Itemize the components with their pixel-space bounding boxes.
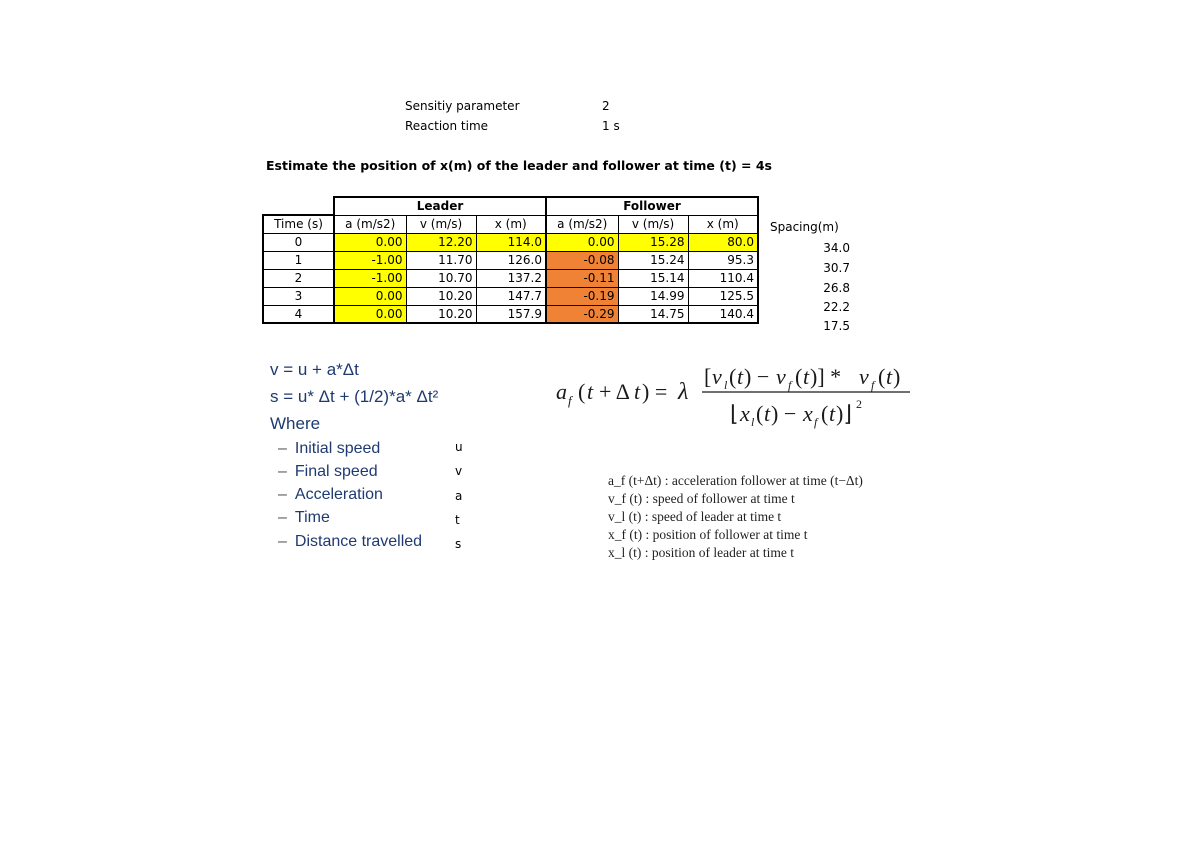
col-header-follower-v: v (m/s) (618, 215, 688, 233)
column-header-row (263, 215, 758, 233)
svg-text:t: t (886, 364, 893, 389)
symbol-v: v (455, 464, 463, 478)
spacing-value: 26.8 (823, 281, 850, 295)
svg-text:v: v (712, 364, 722, 389)
legend-item: v_l (t) : speed of leader at time t (608, 509, 782, 524)
follower-v-cell: 15.24 (618, 251, 688, 269)
svg-text:[: [ (704, 364, 712, 389)
svg-text:)] *: )] * (810, 364, 842, 389)
follower-x-cell: 140.4 (688, 305, 758, 323)
table-row (263, 233, 758, 251)
svg-text:f: f (568, 393, 572, 408)
svg-text:(: ( (878, 364, 886, 389)
svg-text:v: v (859, 364, 869, 389)
leader-v-cell: 10.20 (406, 287, 476, 305)
follower-group-header: Follower (546, 197, 758, 215)
where-label: Where (270, 414, 321, 433)
equation-velocity: v = u + a*Δt (270, 360, 359, 379)
svg-text:(: ( (578, 379, 586, 404)
leader-x-cell: 126.0 (476, 251, 546, 269)
time-cell: 0 (263, 233, 334, 251)
leader-a-cell: -1.00 (334, 269, 406, 287)
follower-x-cell: 125.5 (688, 287, 758, 305)
legend-item: x_l (t) : position of leader at time t (608, 545, 794, 560)
list-item: – Initial speed (278, 440, 381, 457)
task-statement: Estimate the position of x(m) of the leader and follower at time (t) = 4s (266, 158, 772, 173)
svg-text:a: a (556, 379, 567, 404)
leader-x-cell: 114.0 (476, 233, 546, 251)
list-item: – Time (278, 509, 330, 526)
col-header-leader-a: a (m/s2) (334, 215, 406, 233)
leader-group-header: Leader (334, 197, 546, 215)
svg-text:t: t (737, 364, 744, 389)
legend-item: v_f (t) : speed of follower at time t (608, 491, 795, 506)
legend-item: x_f (t) : position of follower at time t (608, 527, 808, 542)
symbol-t: t (455, 513, 460, 527)
list-item: – Distance travelled (278, 533, 423, 550)
col-header-time: Time (s) (263, 215, 334, 233)
svg-text:)⌋: )⌋ (836, 401, 852, 426)
spacing-value: 17.5 (823, 319, 850, 333)
follower-v-cell: 15.28 (618, 233, 688, 251)
table-row (263, 269, 758, 287)
sensitivity-value: 2 (602, 99, 610, 113)
svg-text:) =: ) = (642, 379, 668, 404)
equation-displacement: s = u* Δt + (1/2)*a* Δt² (270, 387, 439, 406)
time-cell: 2 (263, 269, 334, 287)
col-header-leader-v: v (m/s) (406, 215, 476, 233)
time-cell: 1 (263, 251, 334, 269)
follower-x-cell: 95.3 (688, 251, 758, 269)
svg-text:x: x (740, 401, 750, 426)
follower-a-cell: -0.11 (546, 269, 618, 287)
time-cell: 4 (263, 305, 334, 323)
follower-a-cell: -0.29 (546, 305, 618, 323)
col-header-follower-x: x (m) (688, 215, 758, 233)
svg-text:) −: ) − (771, 401, 797, 426)
symbol-u: u (455, 440, 463, 454)
table-row (263, 287, 758, 305)
svg-text:2: 2 (856, 397, 862, 411)
follower-a-cell: -0.08 (546, 251, 618, 269)
follower-x-cell: 110.4 (688, 269, 758, 287)
follower-a-cell: -0.19 (546, 287, 618, 305)
svg-text:t: t (764, 401, 771, 426)
table-row (263, 305, 758, 323)
spacing-value: 22.2 (823, 300, 850, 314)
spacing-value: 34.0 (823, 241, 850, 255)
follower-x-cell: 80.0 (688, 233, 758, 251)
leader-v-cell: 11.70 (406, 251, 476, 269)
list-item: – Final speed (278, 463, 378, 480)
follower-v-cell: 15.14 (618, 269, 688, 287)
svg-text:(: ( (795, 364, 803, 389)
list-item: – Acceleration (278, 486, 383, 503)
svg-text:t: t (587, 379, 594, 404)
svg-text:(: ( (756, 401, 764, 426)
car-following-table (262, 196, 759, 324)
svg-text:⌊: ⌊ (730, 401, 739, 426)
leader-v-cell: 10.70 (406, 269, 476, 287)
svg-text:f: f (814, 415, 818, 429)
leader-x-cell: 157.9 (476, 305, 546, 323)
leader-a-cell: 0.00 (334, 287, 406, 305)
svg-text:f: f (788, 378, 792, 392)
svg-text:t: t (803, 364, 810, 389)
leader-v-cell: 10.20 (406, 305, 476, 323)
table-row (263, 251, 758, 269)
svg-text:(: ( (821, 401, 829, 426)
svg-text:t: t (829, 401, 836, 426)
svg-text:v: v (776, 364, 786, 389)
svg-text:t: t (634, 379, 641, 404)
svg-text:+ Δ: + Δ (599, 379, 630, 404)
spacing-value: 30.7 (823, 261, 850, 275)
symbol-a: a (455, 489, 463, 503)
spacing-header: Spacing(m) (770, 220, 839, 234)
svg-text:): ) (893, 364, 901, 389)
legend-item: a_f (t+Δt) : acceleration follower at time (t−Δt) (608, 473, 863, 488)
leader-v-cell: 12.20 (406, 233, 476, 251)
leader-a-cell: 0.00 (334, 233, 406, 251)
symbol-s: s (455, 537, 462, 551)
follower-a-cell: 0.00 (546, 233, 618, 251)
car-following-formula (554, 358, 924, 433)
svg-text:λ: λ (678, 379, 689, 405)
time-cell: 3 (263, 287, 334, 305)
leader-x-cell: 147.7 (476, 287, 546, 305)
leader-a-cell: 0.00 (334, 305, 406, 323)
follower-v-cell: 14.75 (618, 305, 688, 323)
svg-text:x: x (803, 401, 813, 426)
svg-text:l: l (751, 415, 755, 429)
svg-text:) −: ) − (744, 364, 770, 389)
svg-text:l: l (724, 378, 728, 392)
svg-text:(: ( (729, 364, 737, 389)
col-header-follower-a: a (m/s2) (546, 215, 618, 233)
col-header-leader-x: x (m) (476, 215, 546, 233)
svg-text:f: f (871, 378, 875, 392)
reaction-time-label: Reaction time (405, 119, 489, 133)
leader-a-cell: -1.00 (334, 251, 406, 269)
leader-x-cell: 137.2 (476, 269, 546, 287)
reaction-time-value: 1 s (602, 119, 620, 133)
follower-v-cell: 14.99 (618, 287, 688, 305)
sensitivity-label: Sensitiy parameter (405, 99, 520, 113)
